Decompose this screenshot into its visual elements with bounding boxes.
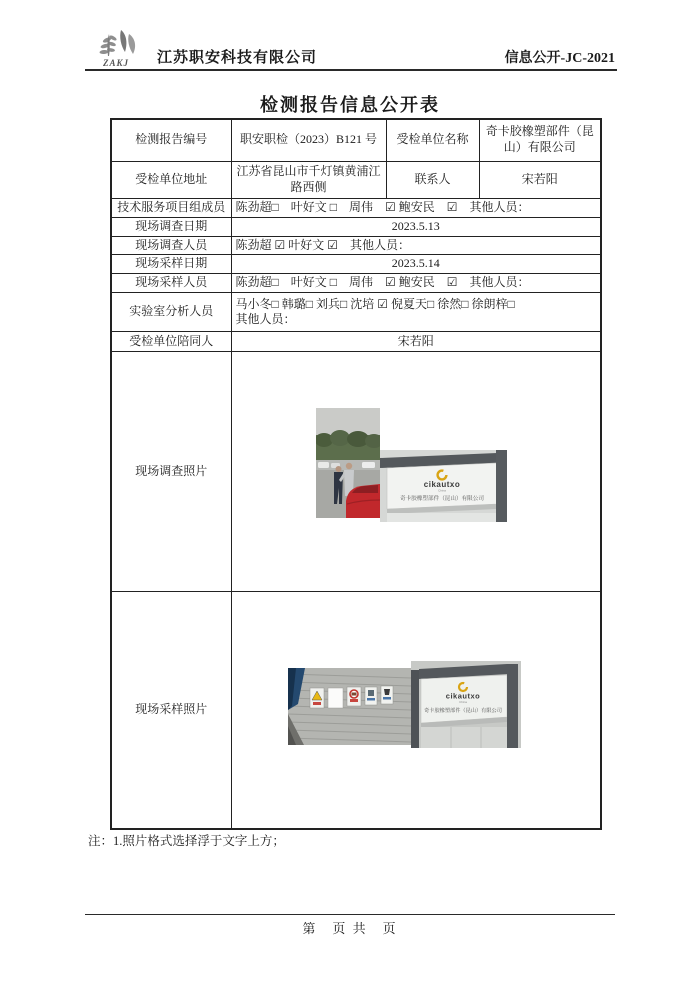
sampling-photos-cell [231,592,601,829]
table-row [111,217,601,236]
sign-company-text: 奇卡胶橡塑部件（昆山）有限公司 [399,496,484,503]
project-team-label: 技术服务项目组成员 [111,198,231,217]
sampling-photo-warning-signs [288,668,411,745]
sign-sub-text: China [437,488,446,493]
lab-analyst-line1: 马小冬□ 韩璐□ 刘兵□ 沈培 ☑ 倪夏天□ 徐然□ 徐朗梓□ [235,296,515,311]
survey-date-label: 现场调查日期 [111,217,231,236]
survey-photos-cell [231,352,601,592]
report-no-value: 职安职检（2023）B121 号 [231,119,386,161]
table-row [111,592,601,829]
page-title: 检测报告信息公开表 [260,95,440,115]
survey-photo-company-sign [380,450,507,522]
table-row [111,198,601,217]
table-row [111,352,601,592]
table-row [111,293,601,332]
survey-photo-street-scene [316,408,380,518]
contact-label: 联系人 [386,161,479,198]
survey-staff-checklist: 陈劲超 ☑ 叶好文 ☑ 其他人员： [231,236,601,255]
sampling-photo-company-sign [411,661,521,748]
report-no-label: 检测报告编号 [111,119,231,161]
survey-date-value: 2023.5.13 [231,217,601,236]
project-team-checklist: 陈劲超□ 叶好文 □ 周伟 ☑ 鲍安民 ☑ 其他人员： [231,198,601,217]
table-row [111,332,601,352]
survey-staff-label: 现场调查人员 [111,236,231,255]
document-header [85,26,617,70]
table-row [111,255,601,274]
footnote: 注：1.照片格式选择浮于文字上方； [88,834,285,848]
unit-address-value: 江苏省昆山市千灯镇黄浦江路西侧 [231,161,386,198]
table-row [111,119,601,161]
doc-code: 信息公开-JC-2021 [504,51,615,66]
company-logo-icon [95,26,153,70]
lab-analyst-label: 实验室分析人员 [111,293,231,332]
lab-analyst-checklist [231,293,601,332]
table-row [111,161,601,198]
report-table [110,118,602,830]
footer-divider [85,914,615,915]
sign-brand-text: cikautxo [445,691,480,701]
lab-analyst-line2: 其他人员： [235,312,296,327]
logo-text: ZAKJ [103,58,130,68]
page-number: 第 页 共 页 [302,921,398,936]
unit-name-label: 受检单位名称 [386,119,479,161]
survey-photos-label: 现场调查照片 [111,352,231,592]
sign-brand-text: cikautxo [423,480,460,490]
sign-company-text: 奇卡胶橡塑部件（昆山）有限公司 [423,708,502,715]
table-row [111,274,601,293]
company-name: 江苏职安科技有限公司 [157,50,318,66]
sampling-photos-label: 现场采样照片 [111,592,231,829]
table-row [111,236,601,255]
escort-value: 宋若阳 [231,332,601,352]
sampling-date-value: 2023.5.14 [231,255,601,274]
sampling-date-label: 现场采样日期 [111,255,231,274]
sampling-staff-checklist: 陈劲超□ 叶好文 □ 周伟 ☑ 鲍安民 ☑ 其他人员： [231,274,601,293]
contact-value: 宋若阳 [479,161,601,198]
sign-sub-text: China [458,700,467,705]
unit-address-label: 受检单位地址 [111,161,231,198]
sampling-staff-label: 现场采样人员 [111,274,231,293]
unit-name-value: 奇卡胶橡塑部件（昆山）有限公司 [479,119,601,161]
escort-label: 受检单位陪同人 [111,332,231,352]
header-divider [85,69,617,71]
